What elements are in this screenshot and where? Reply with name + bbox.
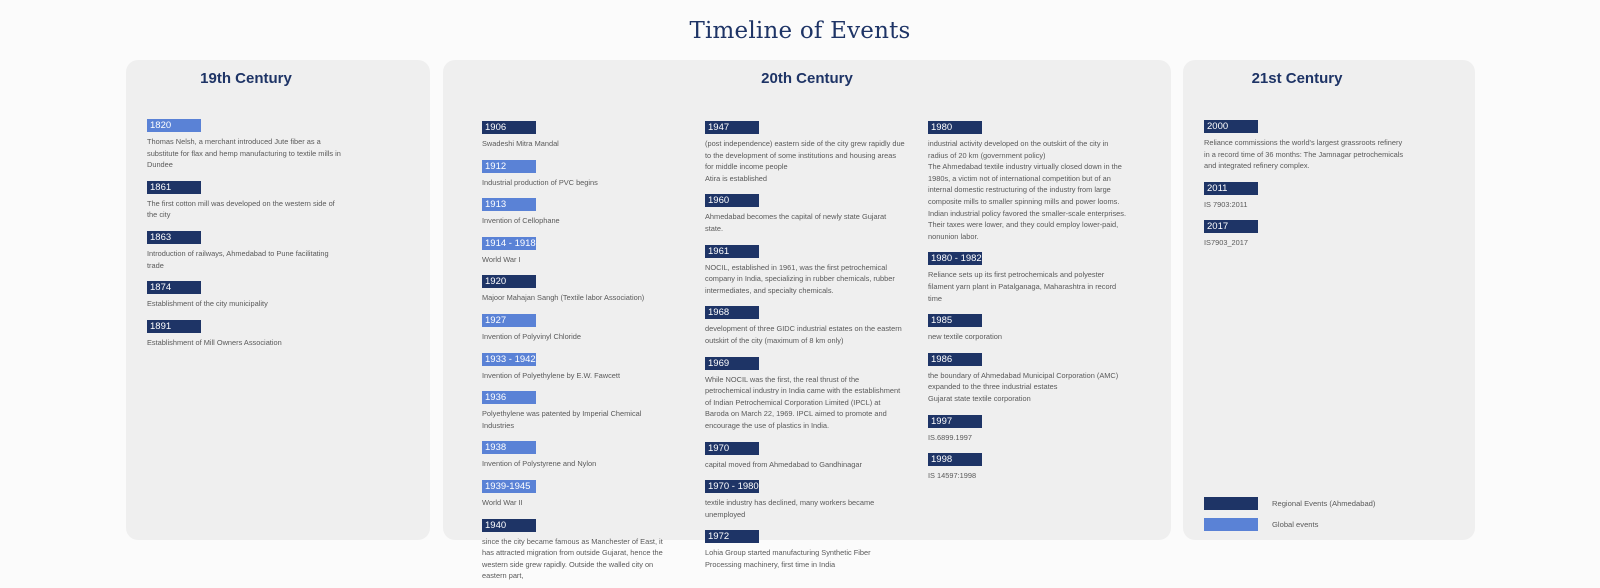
timeline-column [147, 115, 347, 354]
event-description: IS7903_2017 [1204, 238, 1248, 248]
year-tag: 1968 [705, 306, 759, 319]
event-description: IS 14597:1998 [928, 471, 977, 481]
event-description: World War I [482, 254, 521, 264]
event-description: Invention of Cellophane [482, 216, 560, 226]
year-tag: 1863 [147, 231, 201, 244]
year-tag: 1970 - 1980 [705, 480, 759, 493]
year-tag: 1912 [482, 160, 536, 173]
event-description: textile industry has declined, many workers became unemployed [705, 498, 875, 519]
year-tag: 2000 [1204, 120, 1258, 133]
timeline-column [482, 117, 672, 588]
timeline-event [928, 349, 1126, 405]
year-tag: 1938 [482, 441, 536, 454]
event-description: Lohia Group started manufacturing Synthetic Fiber Processing machinery, first time in India [705, 548, 871, 569]
timeline-event [482, 117, 672, 150]
event-description: Industrial production of PVC begins [482, 177, 598, 187]
event-description: since the city became famous as Manchester of East, it has attracted migration from outside Gujarat, hence the western side grew rapidly. Outside the walled city on eastern part, [482, 536, 663, 581]
timeline-event [705, 241, 905, 297]
timeline-event [482, 310, 672, 343]
timeline-event [705, 117, 905, 184]
year-tag: 1927 [482, 314, 536, 327]
timeline-event [928, 449, 1126, 482]
year-tag: 1820 [147, 119, 201, 132]
event-description: While NOCIL was the first, the real thrust of the petrochemical industry in India came with the establishment of Indian Petrochemical Corporation Limited (IPCL) at Baroda on March 22, 1969. IPCL aimed to promote and encourage the use of plastics in India. [705, 374, 901, 430]
year-tag: 1985 [928, 314, 982, 327]
timeline-column [928, 117, 1126, 488]
timeline-event [147, 227, 347, 271]
year-tag: 1969 [705, 357, 759, 370]
timeline-event [482, 194, 672, 227]
event-description: Swadeshi Mitra Mandal [482, 139, 559, 148]
event-description: development of three GIDC industrial estates on the eastern outskirt of the city (maximum of 8 km only) [705, 324, 902, 345]
event-description: Thomas Nelsh, a merchant introduced Jute fiber as a substitute for flax and hemp manufacturing to textile mills in Dundee [147, 137, 341, 170]
year-tag: 1980 [928, 121, 982, 134]
event-description: Establishment of the city municipality [147, 299, 268, 309]
event-description: Reliance commissions the world's largest grassroots refinery in a record time of 36 months: The Jamnagar petrochemicals and integrated refinery complex. [1204, 138, 1404, 171]
legend-label: Global events [1272, 520, 1319, 529]
timeline-event [1204, 216, 1404, 249]
year-tag: 1972 [705, 530, 759, 543]
event-description: NOCIL, established in 1961, was the first petrochemical company in India, specializing in rubber chemicals, rubber intermediates, and specialty chemicals. [705, 262, 895, 295]
timeline-event [705, 190, 905, 234]
year-tag: 2011 [1204, 182, 1258, 195]
legend-label: Regional Events (Ahmedabad) [1272, 499, 1376, 508]
timeline-event [482, 156, 672, 189]
event-description: IS 7903:2011 [1204, 199, 1248, 209]
timeline-event [1204, 178, 1404, 211]
timeline-event [705, 353, 905, 432]
year-tag: 1961 [705, 245, 759, 258]
year-tag: 1906 [482, 121, 536, 134]
timeline-event [482, 387, 672, 431]
century-panel-20th [443, 60, 1171, 581]
event-description: Introduction of railways, Ahmedabad to Pune facilitating trade [147, 248, 329, 270]
timeline-event [147, 177, 347, 221]
timeline-event [147, 277, 347, 310]
page-title: Timeline of Events [689, 18, 911, 44]
event-description: the boundary of Ahmedabad Municipal Corporation (AMC) expanded to the three industrial estates Gujarat state textile corporation [928, 370, 1119, 403]
event-description: capital moved from Ahmedabad to Gandhinagar [705, 459, 862, 469]
event-description: Invention of Polystyrene and Nylon [482, 459, 597, 469]
timeline-event [928, 310, 1126, 343]
year-tag: 1861 [147, 181, 201, 194]
event-description: IS.6899.1997 [928, 432, 972, 442]
timeline-event [928, 411, 1126, 444]
timeline-event [482, 437, 672, 470]
century-heading: 20th Century [761, 70, 853, 87]
year-tag: 1980 - 1982 [928, 252, 982, 265]
timeline-event [705, 476, 905, 520]
legend-swatch [1204, 497, 1258, 510]
year-tag: 1940 [482, 519, 536, 532]
timeline-event [705, 526, 905, 570]
year-tag: 1874 [147, 281, 201, 294]
century-heading: 21st Century [1251, 70, 1343, 87]
event-description: new textile corporation [928, 332, 1002, 342]
timeline-event [928, 117, 1126, 242]
event-description: The first cotton mill was developed on the western side of the city [147, 198, 335, 220]
timeline-event [705, 438, 905, 471]
year-tag: 1947 [705, 121, 759, 134]
timeline-event [482, 233, 672, 266]
timeline-column [705, 117, 905, 576]
event-description: Polyethylene was patented by Imperial Chemical Industries [482, 409, 642, 430]
event-description: Majoor Mahajan Sangh (Textile labor Association) [482, 293, 645, 303]
timeline-event [928, 248, 1126, 304]
timeline-event [482, 271, 672, 304]
timeline-event [482, 349, 672, 382]
year-tag: 1986 [928, 353, 982, 366]
event-description: World War II [482, 497, 523, 507]
year-tag: 1914 - 1918 [482, 237, 536, 250]
year-tag: 1960 [705, 194, 759, 207]
year-tag: 1998 [928, 453, 982, 466]
timeline-event [147, 115, 347, 171]
year-tag: 1933 - 1942 [482, 353, 536, 366]
year-tag: 2017 [1204, 220, 1258, 233]
year-tag: 1891 [147, 320, 201, 333]
timeline-event [147, 316, 347, 349]
legend-swatch [1204, 518, 1258, 531]
event-description: Establishment of Mill Owners Association [147, 337, 282, 347]
century-panel-19th [126, 60, 430, 540]
event-description: (post independence) eastern side of the city grew rapidly due to the development of some institutions and housing areas for middle income people Atira is established [705, 139, 905, 183]
timeline-event [482, 476, 672, 509]
year-tag: 1920 [482, 275, 536, 288]
century-panel-21st [1183, 60, 1475, 540]
event-description: Reliance sets up its first petrochemicals and polyester filament yarn plant in Patalganaga, Maharashtra in record time [928, 270, 1117, 303]
year-tag: 1936 [482, 391, 536, 404]
event-description: Invention of Polyethylene by E.W. Fawcett [482, 370, 621, 380]
timeline-event [1204, 116, 1404, 172]
year-tag: 1997 [928, 415, 982, 428]
year-tag: 1939-1945 [482, 480, 536, 493]
event-description: Invention of Polyvinyl Chloride [482, 331, 582, 341]
timeline-event [705, 302, 905, 346]
timeline-event [482, 515, 672, 582]
timeline-column [1204, 116, 1404, 255]
century-heading: 19th Century [200, 70, 292, 87]
event-description: industrial activity developed on the outskirt of the city in radius of 20 km (government policy) The Ahmedabad textile industry virtually closed down in the 1980s, a victim not of international competition but of an internal domestic restructuring of the industry from large composite mills to smaller spinning mills and power looms. Indian industrial policy favored the smaller-scale enterprises. Their taxes were lower, and they could employ lower-paid, nonunion labor. [928, 139, 1126, 241]
year-tag: 1970 [705, 442, 759, 455]
event-description: Ahmedabad becomes the capital of newly state Gujarat state. [705, 212, 887, 233]
year-tag: 1913 [482, 198, 536, 211]
